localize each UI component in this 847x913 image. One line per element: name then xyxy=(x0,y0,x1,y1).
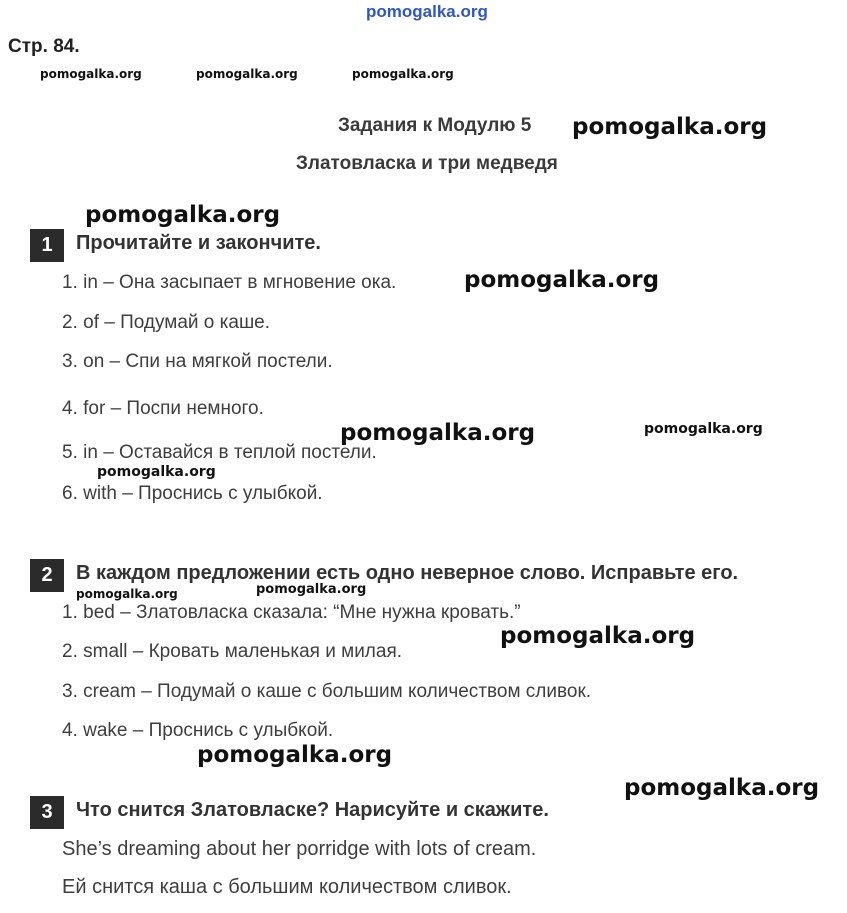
task3-title: Что снится Златовласке? Нарисуйте и скажите. xyxy=(76,799,549,821)
watermark: pomogalka.org xyxy=(624,775,820,801)
task2-item: 4. wake – Проснись с улыбкой. xyxy=(62,720,334,741)
watermark: pomogalka.org xyxy=(256,582,367,597)
task3-answer-en: She’s dreaming about her porridge with lots of cream. xyxy=(62,838,537,860)
module-title: Задания к Модулю 5 xyxy=(338,115,532,136)
task1-item: 6. with – Проснись с улыбкой. xyxy=(62,483,323,504)
task1-item: 5. in – Оставайся в теплой постели. xyxy=(62,442,377,463)
task3-number-badge: 3 xyxy=(30,796,64,829)
task1-item: 4. for – Поспи немного. xyxy=(62,398,264,419)
watermark: pomogalka.org xyxy=(464,267,660,293)
watermark: pomogalka.org xyxy=(340,420,536,446)
task1-item: 2. of – Подумай о каше. xyxy=(62,312,271,333)
task2-number-badge: 2 xyxy=(30,559,64,592)
task2-title: В каждом предложении есть одно неверное слово. Исправьте его. xyxy=(76,562,739,584)
watermark: pomogalka.org xyxy=(97,464,216,480)
task1-item: 1. in – Она засыпает в мгновение ока. xyxy=(62,272,397,293)
watermark: pomogalka.org xyxy=(500,623,696,649)
task1-title: Прочитайте и закончите. xyxy=(76,232,321,254)
task2-item: 3. cream – Подумай о каше с большим количеством сливок. xyxy=(62,681,592,702)
watermark: pomogalka.org xyxy=(76,587,178,601)
task3-answer-ru: Ей снится каша с большим количеством сливок. xyxy=(62,876,512,898)
watermark: pomogalka.org xyxy=(572,114,768,140)
watermark: pomogalka.org xyxy=(196,67,298,81)
watermark: pomogalka.org xyxy=(352,67,454,81)
task2-item: 1. bed – Златовласка сказала: “Мне нужна кровать.” xyxy=(62,602,521,623)
watermark-top: pomogalka.org xyxy=(366,2,488,21)
task2-item: 2. small – Кровать маленькая и милая. xyxy=(62,641,403,662)
task1-number-badge: 1 xyxy=(30,229,64,262)
watermark: pomogalka.org xyxy=(197,742,393,768)
watermark: pomogalka.org xyxy=(644,421,763,437)
page-number: Стр. 84. xyxy=(8,36,80,57)
task1-item: 3. on – Спи на мягкой постели. xyxy=(62,351,333,372)
story-title: Златовласка и три медведя xyxy=(296,153,558,174)
watermark: pomogalka.org xyxy=(40,67,142,81)
watermark: pomogalka.org xyxy=(85,202,281,228)
